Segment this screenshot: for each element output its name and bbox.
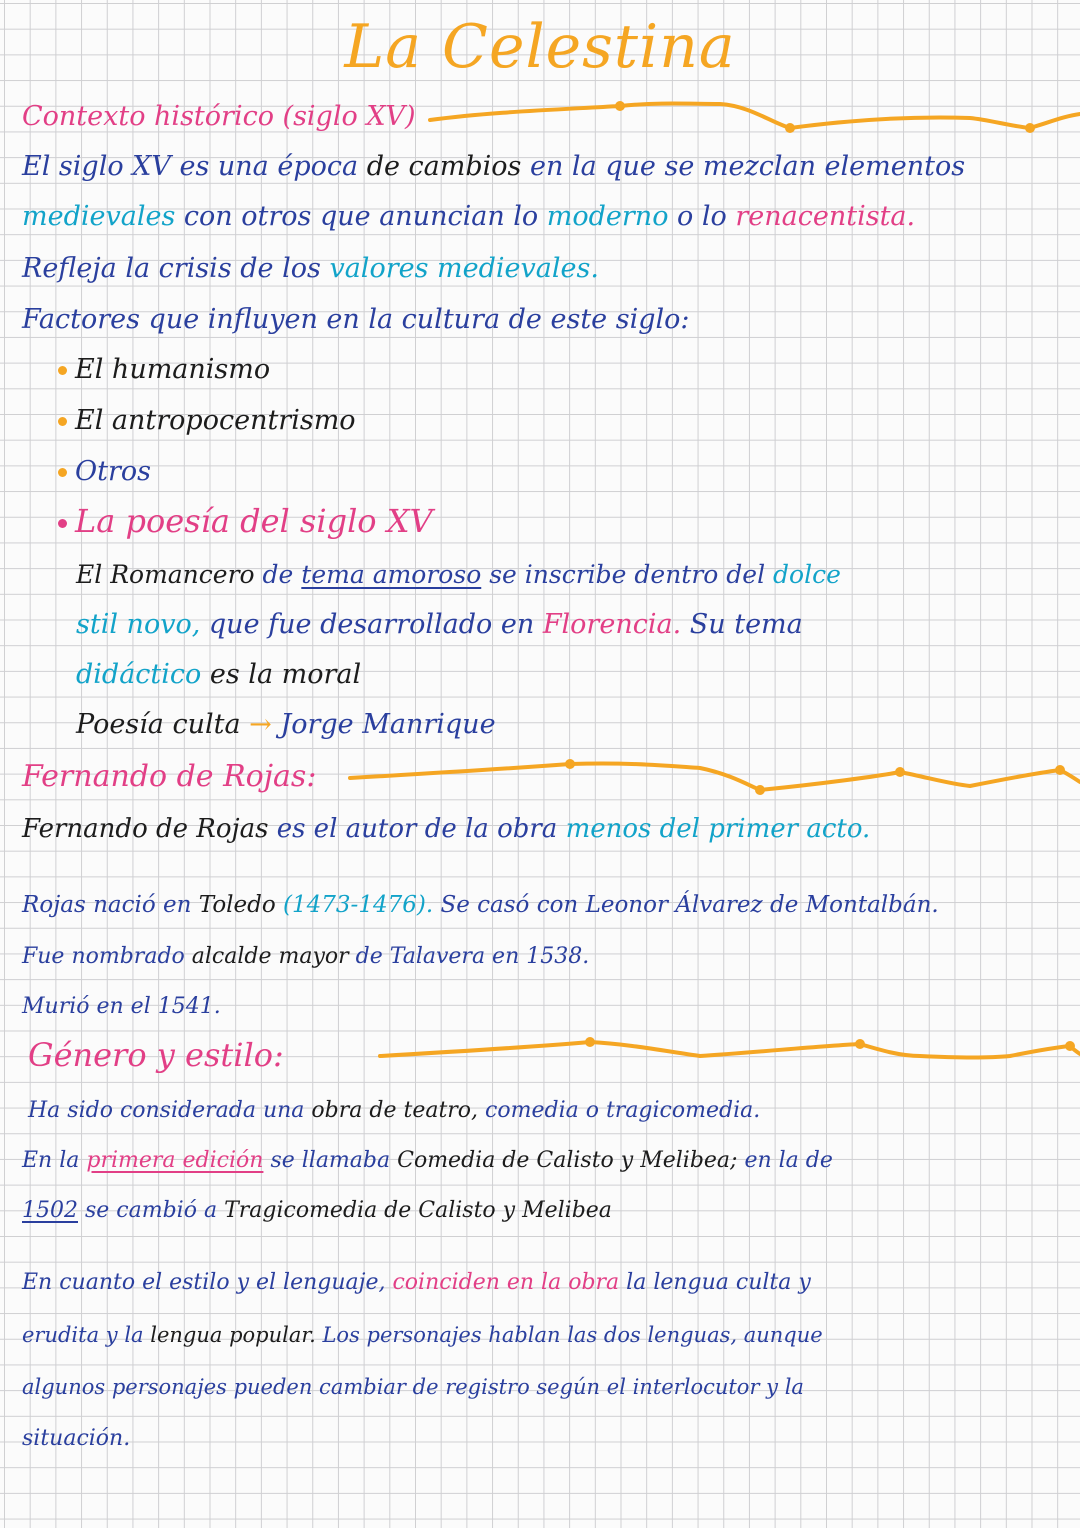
- text-run: Se casó con: [440, 892, 579, 918]
- heading-divider-2: [350, 756, 1080, 800]
- heading-divider-3: [380, 1034, 1080, 1074]
- text-run: se inscribe dentro del: [489, 560, 766, 589]
- bullet-dot-icon: [58, 366, 67, 375]
- genero-line-4: [22, 1268, 811, 1298]
- text-run: 1502: [22, 1198, 78, 1223]
- text-run: primera edición: [86, 1148, 264, 1173]
- text-run: medievales: [22, 201, 176, 232]
- bullet-label: Otros: [75, 456, 152, 487]
- text-run: Ha sido considerada: [28, 1098, 256, 1123]
- poesia-line-2: [76, 608, 803, 642]
- text-run: Toledo: [198, 892, 276, 918]
- text-run: se cambió a: [85, 1198, 218, 1223]
- text-run: Jorge Manrique: [280, 709, 496, 740]
- text-run: de cambios: [366, 151, 522, 182]
- text-run: Rojas nació en: [22, 892, 192, 918]
- text-run: una: [262, 1098, 305, 1123]
- heading-genero: Género y estilo:: [28, 1036, 284, 1074]
- text-run: dolce: [773, 560, 841, 589]
- text-run: Su tema: [689, 609, 803, 640]
- text-run: se llamaba: [270, 1148, 391, 1173]
- poesia-line-4: [76, 708, 496, 742]
- text-run: lengua popular.: [150, 1323, 316, 1347]
- text-run: Tragicomedia de Calisto y Melibea: [224, 1198, 612, 1223]
- text-run: didáctico: [76, 659, 202, 690]
- genero-line-5: [22, 1320, 823, 1350]
- bullet-dot-icon: [58, 417, 67, 426]
- text-run: En cuanto el estilo y el lenguaje,: [22, 1270, 386, 1295]
- text-run: de Talavera en 1538.: [355, 944, 590, 969]
- text-run: Poesía culta: [76, 709, 241, 740]
- genero-line-2: [22, 1146, 833, 1176]
- text-run: en la de: [744, 1148, 833, 1173]
- text-run: Fernando de Rojas: [22, 814, 269, 844]
- bullet-item: [58, 455, 151, 489]
- text-run: renacentista.: [735, 201, 916, 232]
- bullet-label: El antropocentrismo: [75, 405, 356, 436]
- poesia-line-3: [76, 658, 361, 692]
- text-run: Florencia.: [542, 609, 682, 640]
- text-run: moderno: [546, 201, 669, 232]
- context-line-2: [22, 200, 915, 234]
- genero-line-7: situación.: [22, 1426, 131, 1451]
- text-run: El Romancero: [76, 560, 255, 589]
- text-run: en la que se: [529, 151, 695, 182]
- heading-divider-1: [430, 96, 1080, 136]
- text-run: En la: [22, 1148, 80, 1173]
- heading-rojas: Fernando de Rojas:: [22, 759, 317, 794]
- text-run: obra de teatro,: [311, 1098, 479, 1123]
- text-run: Refleja la crisis de los: [22, 253, 321, 284]
- bullet-label: El humanismo: [75, 354, 271, 385]
- rojas-line-3: [22, 942, 589, 972]
- poesia-line-1: [76, 558, 841, 592]
- text-run: Comedia de Calisto y Melibea;: [397, 1148, 738, 1173]
- bullet-item: [58, 353, 270, 387]
- text-run: comedia o tragicomedia.: [485, 1098, 761, 1123]
- text-run: coinciden en la obra: [392, 1270, 620, 1295]
- bullet-dot-icon: [58, 468, 67, 477]
- text-run: tema amoroso: [301, 560, 482, 589]
- heading-poesia: [58, 502, 433, 540]
- text-run: mezclan elementos: [702, 151, 966, 182]
- text-run: erudita: [22, 1323, 100, 1347]
- heading-label: La poesía del siglo XV: [75, 502, 433, 540]
- text-run: menos del primer acto.: [565, 814, 871, 844]
- context-line-4: Factores que influyen en la cultura de este siglo:: [22, 304, 690, 335]
- text-run: alcalde mayor: [191, 944, 349, 969]
- text-run: Los personajes hablan las dos lenguas, aunque: [322, 1323, 823, 1347]
- text-run: es el autor de la obra: [276, 814, 558, 844]
- rojas-line-2: [22, 890, 939, 920]
- genero-line-3: [22, 1196, 612, 1226]
- text-run: valores medievales.: [329, 253, 599, 284]
- rojas-line-1: [22, 812, 870, 846]
- text-run: y la: [105, 1323, 144, 1347]
- text-run: de: [262, 560, 294, 589]
- context-line-3: [22, 252, 599, 286]
- arrow-right-icon: →: [249, 709, 272, 740]
- rojas-line-4: Murió en el 1541.: [22, 994, 221, 1019]
- text-run: El siglo XV es una época: [22, 151, 359, 182]
- genero-line-6: algunos personajes pueden cambiar de registro según el interlocutor y la: [22, 1375, 804, 1399]
- text-run: la lengua culta y: [626, 1270, 811, 1295]
- text-run: Leonor Álvarez de Montalbán.: [585, 892, 939, 918]
- text-run: que fue desarrollado en: [208, 609, 535, 640]
- bullet-dot-icon: [58, 519, 67, 528]
- text-run: con otros que anuncian lo: [183, 201, 539, 232]
- text-run: Fue nombrado: [22, 944, 185, 969]
- heading-contexto: Contexto histórico (siglo XV): [22, 101, 416, 132]
- text-run: o lo: [677, 201, 727, 232]
- text-run: es la moral: [209, 659, 362, 690]
- context-line-1: [22, 150, 965, 184]
- genero-line-1: [28, 1096, 760, 1126]
- text-run: stil novo,: [76, 609, 201, 640]
- bullet-item: [58, 404, 356, 438]
- page-title: La Celestina: [344, 12, 736, 82]
- text-run: (1473-1476).: [283, 892, 434, 918]
